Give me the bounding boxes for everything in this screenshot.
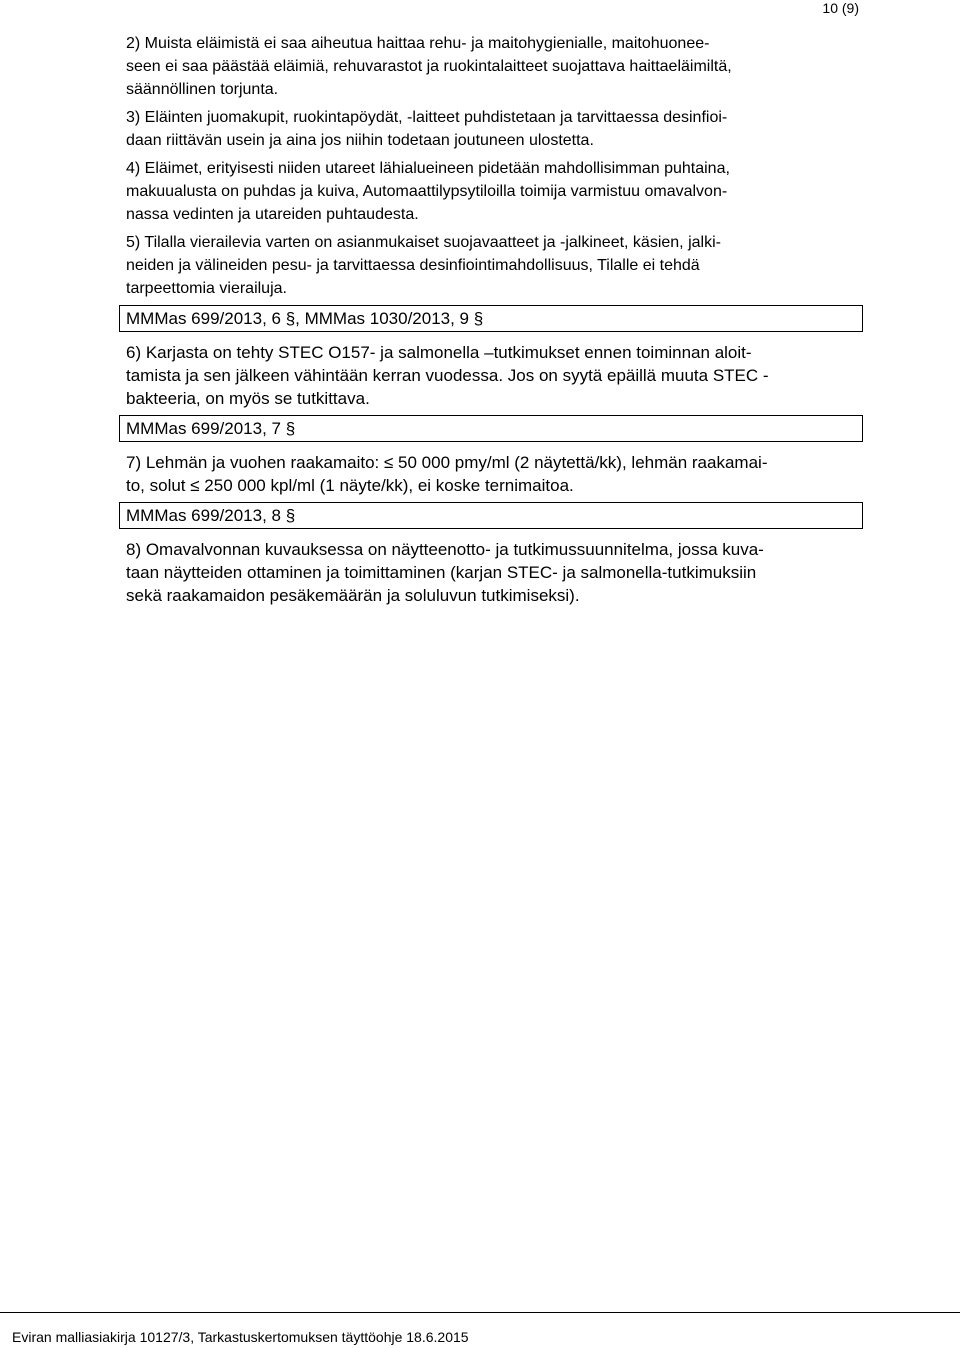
legal-reference-box: MMMas 699/2013, 6 §, MMMas 1030/2013, 9 § <box>119 305 863 332</box>
footer-text: Eviran malliasiakirja 10127/3, Tarkastuskertomuksen täyttöohje 18.6.2015 <box>12 1329 469 1345</box>
legal-reference-box: MMMas 699/2013, 7 § <box>119 415 863 442</box>
paragraph-7 <box>126 451 870 497</box>
paragraph-line: tarpeettomia vierailuja. <box>126 280 287 297</box>
paragraph-8 <box>126 538 870 607</box>
paragraph-line: 2) Muista eläimistä ei saa aiheutua haittaa rehu- ja maitohygienialle, maitohuonee- <box>126 35 710 52</box>
paragraph-line: 8) Omavalvonnan kuvauksessa on näytteenotto- ja tutkimussuunnitelma, jossa kuva- <box>126 540 764 559</box>
paragraph-line: bakteeria, on myös se tutkittava. <box>126 389 370 408</box>
paragraph-5 <box>126 231 870 300</box>
paragraph-line: makuualusta on puhdas ja kuiva, Automaattilypsytiloilla toimija varmistuu omavalvon- <box>126 183 728 200</box>
document-body <box>126 32 870 612</box>
paragraph-2 <box>126 32 870 101</box>
footer-divider <box>0 1312 960 1313</box>
paragraph-line: 3) Eläinten juomakupit, ruokintapöydät, -laitteet puhdistetaan ja tarvittaessa desinfioi- <box>126 109 728 126</box>
paragraph-6 <box>126 341 870 410</box>
paragraph-line: daan riittävän usein ja aina jos niihin todetaan joutuneen ulostetta. <box>126 132 594 149</box>
paragraph-line: 4) Eläimet, erityisesti niiden utareet lähialueineen pidetään mahdollisimman puhtaina, <box>126 160 730 177</box>
paragraph-line: 5) Tilalla vierailevia varten on asianmukaiset suojavaatteet ja -jalkineet, käsien, jalki- <box>126 234 721 251</box>
paragraph-3 <box>126 106 870 152</box>
paragraph-line: 7) Lehmän ja vuohen raakamaito: ≤ 50 000 pmy/ml (2 näytettä/kk), lehmän raakamai- <box>126 453 768 472</box>
paragraph-line: nassa vedinten ja utareiden puhtaudesta. <box>126 206 419 223</box>
paragraph-4 <box>126 157 870 226</box>
paragraph-line: 6) Karjasta on tehty STEC O157- ja salmonella –tutkimukset ennen toiminnan aloit- <box>126 343 752 362</box>
paragraph-line: seen ei saa päästää eläimiä, rehuvarastot ja ruokintalaitteet suojattava haittaeläimiltä, <box>126 58 732 75</box>
legal-reference-box: MMMas 699/2013, 8 § <box>119 502 863 529</box>
paragraph-line: sekä raakamaidon pesäkemäärän ja soluluvun tutkimiseksi). <box>126 586 580 605</box>
paragraph-line: to, solut ≤ 250 000 kpl/ml (1 näyte/kk), ei koske ternimaitoa. <box>126 476 574 495</box>
paragraph-line: säännöllinen torjunta. <box>126 81 279 98</box>
paragraph-line: tamista ja sen jälkeen vähintään kerran vuodessa. Jos on syytä epäillä muuta STEC - <box>126 366 769 385</box>
paragraph-line: taan näytteiden ottaminen ja toimittaminen (karjan STEC- ja salmonella-tutkimuksiin <box>126 563 757 582</box>
paragraph-line: neiden ja välineiden pesu- ja tarvittaessa desinfiointimahdollisuus, Tilalle ei tehdä <box>126 257 700 274</box>
page-number: 10 (9) <box>822 0 859 16</box>
